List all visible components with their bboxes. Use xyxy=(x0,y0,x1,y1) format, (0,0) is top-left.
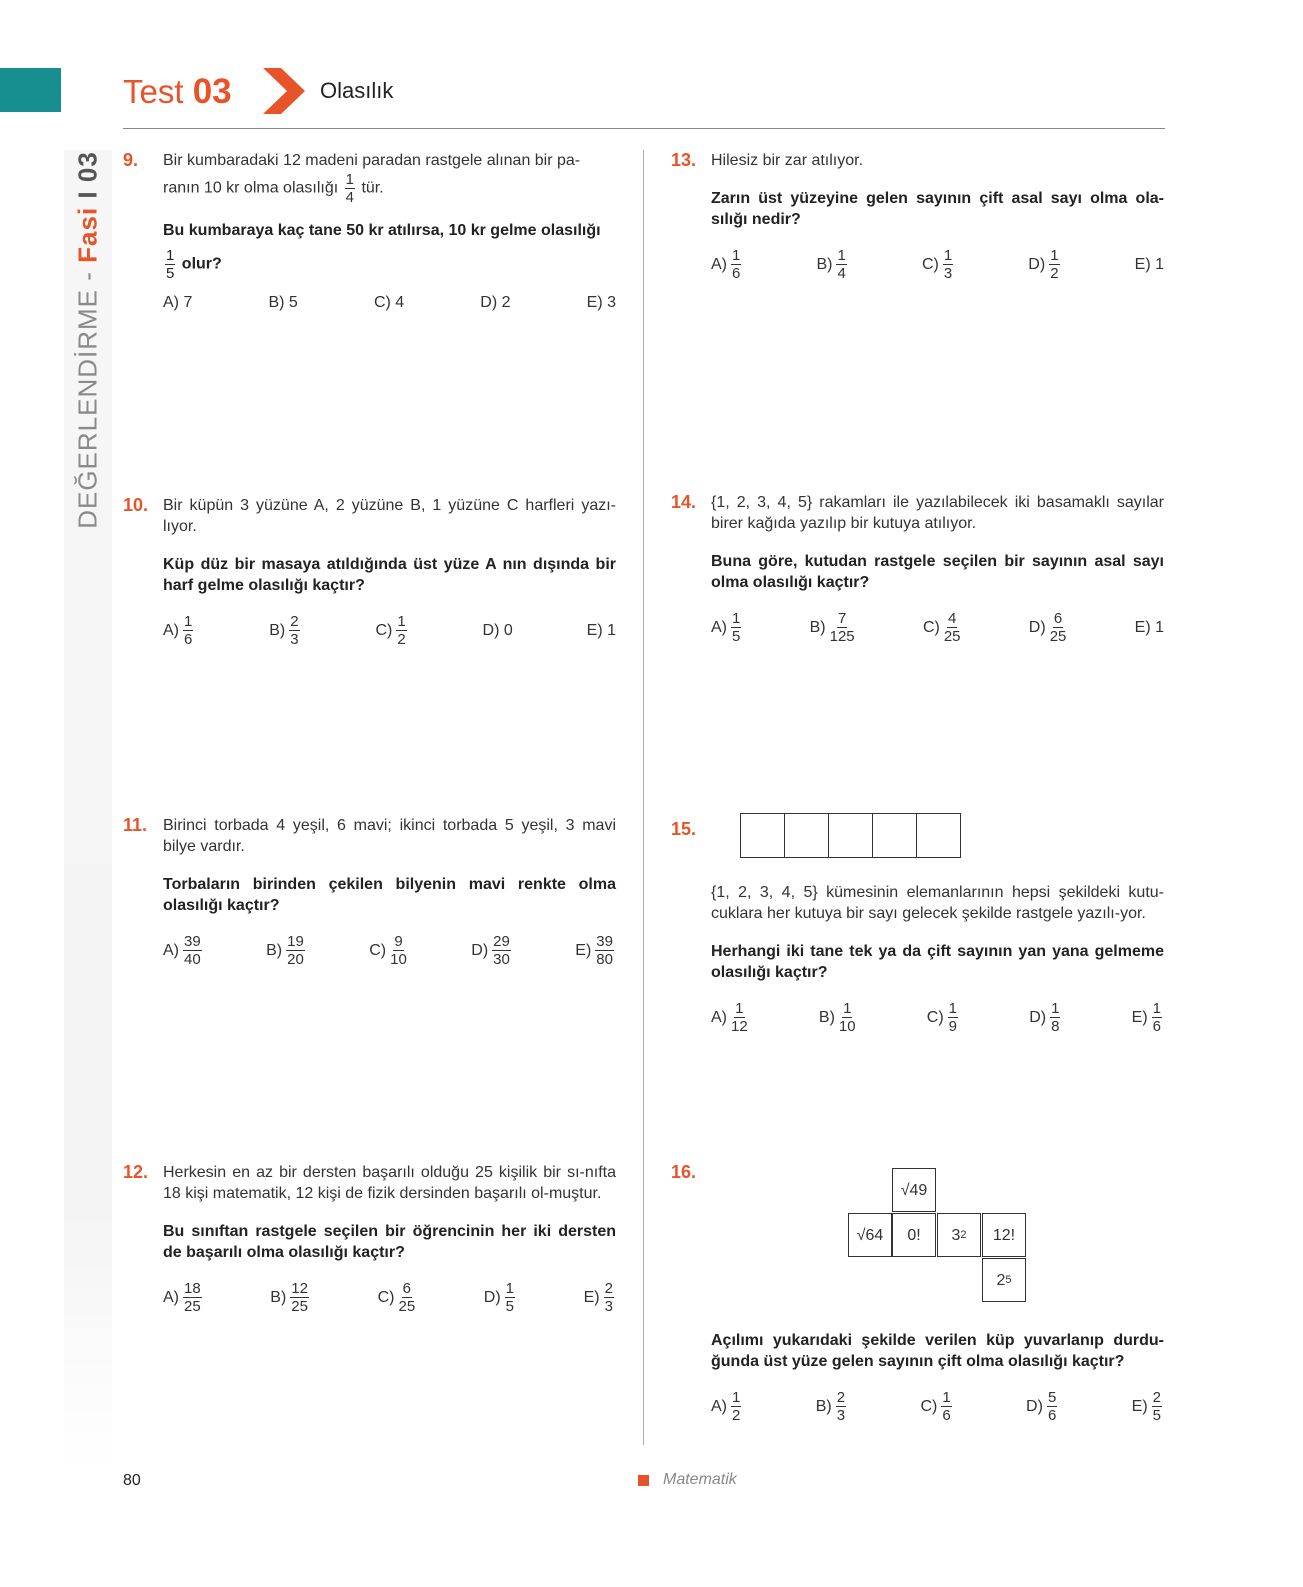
answer-option[interactable]: A) $\frac{1}{6}$ xyxy=(163,613,193,648)
answer-option[interactable]: D) $\frac{1}{2}$ xyxy=(1028,247,1059,282)
answer-option[interactable]: B) $\frac{2}{3}$ xyxy=(269,613,299,648)
answer-option[interactable]: E) 1 xyxy=(1134,256,1164,273)
fraction: $\frac{7}{125}$ xyxy=(829,610,855,645)
fraction: $\frac{1}{6}$ xyxy=(942,1389,951,1424)
answer-option[interactable]: C) $\frac{6}{25}$ xyxy=(377,1280,416,1315)
answer-options xyxy=(163,613,616,648)
fraction: $\frac{1}{4}$ xyxy=(837,247,846,282)
answer-options xyxy=(163,292,616,313)
fraction: $\frac{1}{2}$ xyxy=(397,613,406,648)
answer-option[interactable]: E) 3 xyxy=(586,294,616,311)
page-number: 80 xyxy=(123,1472,141,1489)
answer-option[interactable]: B) $\frac{12}{25}$ xyxy=(270,1280,308,1315)
fraction: $\frac{1}{2}$ xyxy=(1050,247,1059,282)
corner-tab xyxy=(0,68,61,112)
fraction: $\frac{6}{25}$ xyxy=(398,1280,416,1315)
fraction: $\frac{1}{3}$ xyxy=(943,247,953,282)
fraction: $\frac{2}{5}$ xyxy=(1152,1389,1161,1424)
fraction: $\frac{39}{80}$ xyxy=(596,933,613,968)
fraction: $\frac{2}{3}$ xyxy=(290,613,299,648)
net-cell-mid: 0! xyxy=(892,1213,936,1257)
answer-option[interactable]: A) $\frac{18}{25}$ xyxy=(163,1280,201,1315)
answer-option[interactable]: C) 4 xyxy=(373,294,405,311)
answer-option[interactable]: B) $\frac{1}{10}$ xyxy=(818,1000,856,1035)
answer-options xyxy=(163,933,616,968)
net-cell-square: 3 2 xyxy=(937,1213,981,1257)
brand-logo: Fasi xyxy=(72,206,103,263)
answer-option[interactable]: D) $\frac{6}{25}$ xyxy=(1028,610,1067,645)
answer-option[interactable]: A) $\frac{1}{12}$ xyxy=(711,1000,748,1035)
answer-options xyxy=(711,610,1164,645)
fraction: $\frac{1}{5}$ xyxy=(732,610,741,645)
fraction: $\frac{2}{3}$ xyxy=(836,1389,846,1424)
answer-options xyxy=(711,1389,1164,1424)
answer-option[interactable]: C) $\frac{1}{3}$ xyxy=(921,247,953,282)
answer-option[interactable]: C) $\frac{1}{2}$ xyxy=(375,613,406,648)
chevron-right-icon xyxy=(263,68,305,114)
answer-option[interactable]: B) $\frac{2}{3}$ xyxy=(815,1389,846,1424)
answer-option[interactable]: A) $\frac{1}{2}$ xyxy=(711,1389,741,1424)
answer-option[interactable]: E) 1 xyxy=(1134,619,1164,636)
answer-option[interactable]: C) $\frac{1}{6}$ xyxy=(920,1389,951,1424)
fraction: $\frac{4}{25}$ xyxy=(943,610,961,645)
square-icon xyxy=(638,1475,649,1486)
fraction: $\frac{5}{6}$ xyxy=(1047,1389,1057,1424)
answer-option[interactable]: E) 1 xyxy=(586,622,616,639)
fraction: $\frac{39}{40}$ xyxy=(184,933,201,968)
answer-options xyxy=(163,1280,616,1315)
fraction: $\frac{1}{5}$ xyxy=(505,1280,515,1315)
footer-subject: Matematik xyxy=(663,1471,737,1488)
net-cell-right: 12! xyxy=(982,1213,1026,1257)
net-cell-bottom: 2 5 xyxy=(982,1258,1026,1302)
answer-option[interactable]: D) 2 xyxy=(480,294,511,311)
side-label: DEĞERLENDİRME - Fasi I 03 xyxy=(72,151,103,529)
net-cell-top: √49 xyxy=(892,1168,936,1212)
answer-option[interactable]: B) $\frac{7}{125}$ xyxy=(809,610,855,645)
fraction: $\frac{1}{2}$ xyxy=(732,1389,741,1424)
answer-option[interactable]: B) $\frac{1}{4}$ xyxy=(816,247,846,282)
page-title: Olasılık xyxy=(320,78,394,103)
answer-option[interactable]: D) $\frac{5}{6}$ xyxy=(1026,1389,1057,1424)
answer-option[interactable]: D) $\frac{1}{8}$ xyxy=(1029,1000,1060,1035)
answer-option[interactable]: C) $\frac{4}{25}$ xyxy=(922,610,961,645)
answer-option[interactable]: A) 7 xyxy=(163,294,193,311)
fraction: $\frac{19}{20}$ xyxy=(287,933,304,968)
answer-option[interactable]: A) $\frac{39}{40}$ xyxy=(163,933,201,968)
answer-options xyxy=(711,1000,1164,1035)
answer-option[interactable]: C) $\frac{9}{10}$ xyxy=(369,933,407,968)
fraction: $\frac{1}{6}$ xyxy=(1152,1000,1161,1035)
box-row-figure xyxy=(741,813,1164,858)
fraction: $\frac{18}{25}$ xyxy=(184,1280,201,1315)
answer-option[interactable]: B) $\frac{19}{20}$ xyxy=(266,933,304,968)
fraction: $\frac{1}{9}$ xyxy=(948,1000,958,1035)
answer-option[interactable]: D) 0 xyxy=(482,622,513,639)
fraction: $\frac{9}{10}$ xyxy=(390,933,407,968)
answer-option[interactable]: D) $\frac{29}{30}$ xyxy=(471,933,510,968)
fraction: $\frac{29}{30}$ xyxy=(493,933,510,968)
answer-option[interactable]: A) $\frac{1}{5}$ xyxy=(711,610,741,645)
fraction: $\frac{1}{6}$ xyxy=(732,247,741,282)
answer-option[interactable]: D) $\frac{1}{5}$ xyxy=(483,1280,515,1315)
fraction: $\frac{1}{10}$ xyxy=(838,1000,856,1035)
answer-option[interactable]: E) $\frac{2}{5}$ xyxy=(1131,1389,1161,1424)
answer-option[interactable]: E) $\frac{39}{80}$ xyxy=(575,933,613,968)
answer-option[interactable]: E) $\frac{1}{6}$ xyxy=(1131,1000,1161,1035)
fraction: $\frac{1}{8}$ xyxy=(1051,1000,1060,1035)
header-divider xyxy=(123,128,1165,129)
answer-option[interactable]: A) $\frac{1}{6}$ xyxy=(711,247,741,282)
fraction: $\frac{1}{12}$ xyxy=(731,1000,748,1035)
test-label: Test 03 xyxy=(123,72,232,111)
fraction: $\frac{6}{25}$ xyxy=(1049,610,1067,645)
fraction: $\frac{12}{25}$ xyxy=(291,1280,308,1315)
answer-options xyxy=(711,247,1164,282)
answer-option[interactable]: E) $\frac{2}{3}$ xyxy=(583,1280,613,1315)
answer-option[interactable]: B) 5 xyxy=(268,294,298,311)
fraction: $\frac{2}{3}$ xyxy=(604,1280,613,1315)
net-cell-left: √64 xyxy=(848,1213,892,1257)
column-divider xyxy=(643,150,644,1445)
answer-option[interactable]: C) $\frac{1}{9}$ xyxy=(926,1000,958,1035)
fraction: $\frac{1}{6}$ xyxy=(184,613,193,648)
